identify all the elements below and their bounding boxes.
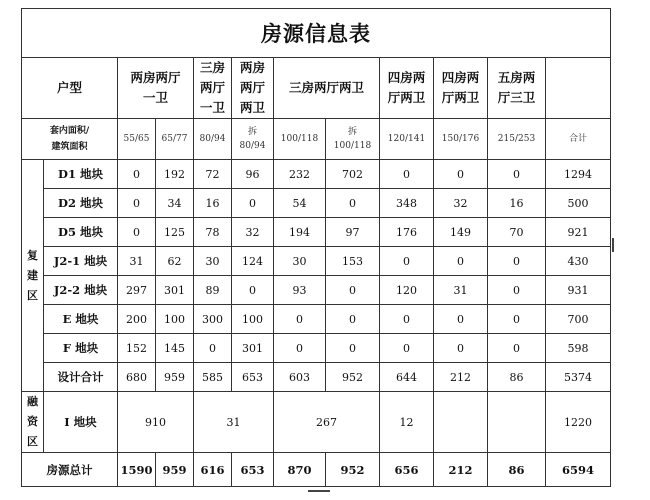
value-cell: 12 [380,392,434,453]
group-header-2b2l1b: 两房两厅 一卫 [118,58,194,119]
design-total-row [22,363,611,392]
area-cell: 80/94 [194,119,232,160]
value-cell: 16 [194,189,232,218]
table-row [22,276,611,305]
rebuild-zone-label: 复 建 区 [22,160,44,392]
row-total-cell: 500 [546,189,611,218]
value-cell: 0 [434,160,488,189]
row-total-cell: 430 [546,247,611,276]
value-cell: 0 [488,334,546,363]
value-cell: 32 [232,218,274,247]
design-total-label: 设计合计 [44,363,118,392]
value-cell: 0 [380,305,434,334]
group-header-3b2l1b: 三房 两厅 一卫 [194,58,232,119]
plot-name: D2 地块 [44,189,118,218]
row-total-cell: 5374 [546,363,611,392]
group-header-4b2l2b-a: 四房两 厅两卫 [380,58,434,119]
table-row [22,160,611,189]
area-cell: 65/77 [156,119,194,160]
value-cell: 100 [156,305,194,334]
value-cell: 0 [380,247,434,276]
value-cell: 952 [326,453,380,487]
value-cell: 603 [274,363,326,392]
value-cell: 0 [118,160,156,189]
value-cell: 54 [274,189,326,218]
row-total-cell: 700 [546,305,611,334]
value-cell: 0 [434,305,488,334]
row-total-cell: 1294 [546,160,611,189]
area-label-cell: 套内面积/ 建筑面积 [22,119,118,160]
plot-name: J2-2 地块 [44,276,118,305]
value-cell: 125 [156,218,194,247]
plot-name: E 地块 [44,305,118,334]
value-cell: 212 [434,453,488,487]
row-total-cell: 598 [546,334,611,363]
finance-zone-label: 融 资 区 [22,392,44,453]
unit-type-header: 户型 [22,58,118,119]
value-cell: 176 [380,218,434,247]
value-cell: 653 [232,453,274,487]
value-cell: 616 [194,453,232,487]
housing-table-container [21,8,611,487]
area-cell: 120/141 [380,119,434,160]
value-cell: 145 [156,334,194,363]
value-cell: 89 [194,276,232,305]
value-cell: 97 [326,218,380,247]
value-cell: 0 [380,334,434,363]
plot-name: F 地块 [44,334,118,363]
value-cell: 200 [118,305,156,334]
value-cell: 959 [156,453,194,487]
value-cell: 300 [194,305,232,334]
value-cell: 0 [326,276,380,305]
value-cell: 62 [156,247,194,276]
value-cell: 585 [194,363,232,392]
value-cell: 1590 [118,453,156,487]
value-cell: 644 [380,363,434,392]
value-cell: 0 [274,334,326,363]
value-cell: 124 [232,247,274,276]
value-cell: 656 [380,453,434,487]
value-cell: 0 [488,276,546,305]
area-cell: 215/253 [488,119,546,160]
value-cell: 952 [326,363,380,392]
grand-total-label: 房源总计 [22,453,118,487]
value-cell: 0 [434,247,488,276]
value-cell: 153 [326,247,380,276]
value-cell: 0 [232,276,274,305]
scan-mark-right [612,238,614,252]
value-cell: 212 [434,363,488,392]
value-cell: 34 [156,189,194,218]
row-total-cell: 1220 [546,392,611,453]
value-cell: 0 [194,334,232,363]
value-cell: 149 [434,218,488,247]
value-cell: 31 [194,392,274,453]
value-cell: 0 [232,189,274,218]
value-cell: 0 [326,334,380,363]
area-cell: 150/176 [434,119,488,160]
area-total-header: 合计 [546,119,611,160]
value-cell: 31 [118,247,156,276]
value-cell: 70 [488,218,546,247]
value-cell: 78 [194,218,232,247]
scan-mark-bottom [308,490,330,492]
value-cell [434,392,488,453]
value-cell: 0 [326,305,380,334]
plot-name: J2-1 地块 [44,247,118,276]
value-cell: 0 [488,247,546,276]
group-header-5b2l3b: 五房两 厅三卫 [488,58,546,119]
value-cell: 702 [326,160,380,189]
value-cell: 93 [274,276,326,305]
value-cell: 348 [380,189,434,218]
value-cell: 910 [118,392,194,453]
value-cell: 96 [232,160,274,189]
value-cell: 31 [434,276,488,305]
value-cell: 0 [488,160,546,189]
value-cell: 959 [156,363,194,392]
value-cell: 192 [156,160,194,189]
value-cell: 267 [274,392,380,453]
table-row [22,218,611,247]
housing-info-table [21,8,611,487]
table-row [22,334,611,363]
area-cell: 拆 100/118 [326,119,380,160]
row-total-cell: 931 [546,276,611,305]
value-cell: 100 [232,305,274,334]
value-cell: 0 [326,189,380,218]
value-cell: 72 [194,160,232,189]
group-header-4b2l2b-b: 四房两 厅两卫 [434,58,488,119]
table-title: 房源信息表 [22,9,611,58]
value-cell: 0 [380,160,434,189]
group-header-empty [546,58,611,119]
value-cell: 653 [232,363,274,392]
value-cell: 120 [380,276,434,305]
value-cell [488,392,546,453]
value-cell: 30 [194,247,232,276]
value-cell: 870 [274,453,326,487]
value-cell: 86 [488,453,546,487]
plot-name: I 地块 [44,392,118,453]
group-header-3b2l2b: 三房两厅两卫 [274,58,380,119]
value-cell: 680 [118,363,156,392]
value-cell: 0 [118,189,156,218]
value-cell: 232 [274,160,326,189]
value-cell: 0 [118,218,156,247]
value-cell: 0 [434,334,488,363]
value-cell: 301 [156,276,194,305]
grand-total-row [22,453,611,487]
table-row [22,247,611,276]
value-cell: 0 [274,305,326,334]
value-cell: 152 [118,334,156,363]
area-cell: 55/65 [118,119,156,160]
value-cell: 194 [274,218,326,247]
value-cell: 16 [488,189,546,218]
finance-row [22,392,611,453]
group-header-2b2l2b: 两房 两厅 两卫 [232,58,274,119]
value-cell: 32 [434,189,488,218]
plot-name: D1 地块 [44,160,118,189]
plot-name: D5 地块 [44,218,118,247]
value-cell: 30 [274,247,326,276]
area-cell: 拆 80/94 [232,119,274,160]
table-row [22,189,611,218]
area-cell: 100/118 [274,119,326,160]
row-total-cell: 6594 [546,453,611,487]
value-cell: 86 [488,363,546,392]
value-cell: 301 [232,334,274,363]
value-cell: 297 [118,276,156,305]
row-total-cell: 921 [546,218,611,247]
table-row [22,305,611,334]
value-cell: 0 [488,305,546,334]
